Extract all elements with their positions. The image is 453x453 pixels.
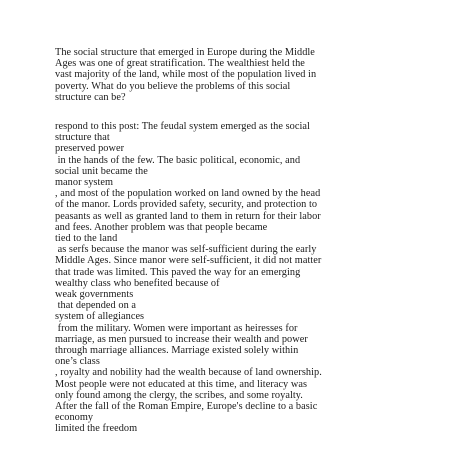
response-line: weak governments [55,289,134,301]
response-line: , and most of the population worked on land owned by the head [55,188,321,200]
response-line: tied to the land [55,233,118,245]
response-line: as serfs because the manor was self-sufficient during the early [55,244,317,256]
response-line: manor system [55,177,114,189]
response-line: preserved power [55,143,125,155]
response-line: and fees. Another problem was that people became [55,221,268,233]
response-line: through marriage alliances. Marriage existed solely within [55,345,299,357]
response-line: peasants as well as granted land to them in return for their labor [55,210,321,222]
question-line: structure can be? [55,91,126,103]
response-line: in the hands of the few. The basic political, economic, and [55,154,301,166]
question-line: The social structure that emerged in Europe during the Middle [55,47,315,58]
response-line: structure that [55,132,110,144]
question-line: Ages was one of great stratification. The wealthiest held the [55,58,305,70]
response-line: economy [55,412,94,424]
response-line: marriage, as men pursued to increase their wealth and power [55,333,308,345]
response-paragraph [55,121,453,435]
response-line: only found among the clergy, the scribes, and some royalty. [55,389,303,401]
response-line: Most people were not educated at this time, and literacy was [55,378,308,390]
question-paragraph [55,47,453,103]
response-line: of the manor. Lords provided safety, security, and protection to [55,199,318,211]
response-line: wealthy class who benefited because of [55,277,220,289]
response-line: that trade was limited. This paved the way for an emerging [55,266,301,278]
question-line: vast majority of the land, while most of the population lived in [55,69,317,81]
response-line: that depended on a [55,300,137,312]
response-line: , royalty and nobility had the wealth because of land ownership. [55,367,322,379]
response-line: social unit became the [55,165,148,177]
response-line: respond to this post: The feudal system emerged as the social [55,121,310,132]
response-line: limited the freedom [55,423,138,435]
question-line: poverty. What do you believe the problems of this social [55,80,291,92]
response-line: After the fall of the Roman Empire, Europe's decline to a basic [55,401,318,413]
response-line: system of allegiances [55,311,145,323]
response-line: from the military. Women were important as heiresses for [55,322,298,334]
response-line: Middle Ages. Since manor were self-sufficient, it did not matter [55,255,322,267]
response-line: one’s class [55,356,100,368]
